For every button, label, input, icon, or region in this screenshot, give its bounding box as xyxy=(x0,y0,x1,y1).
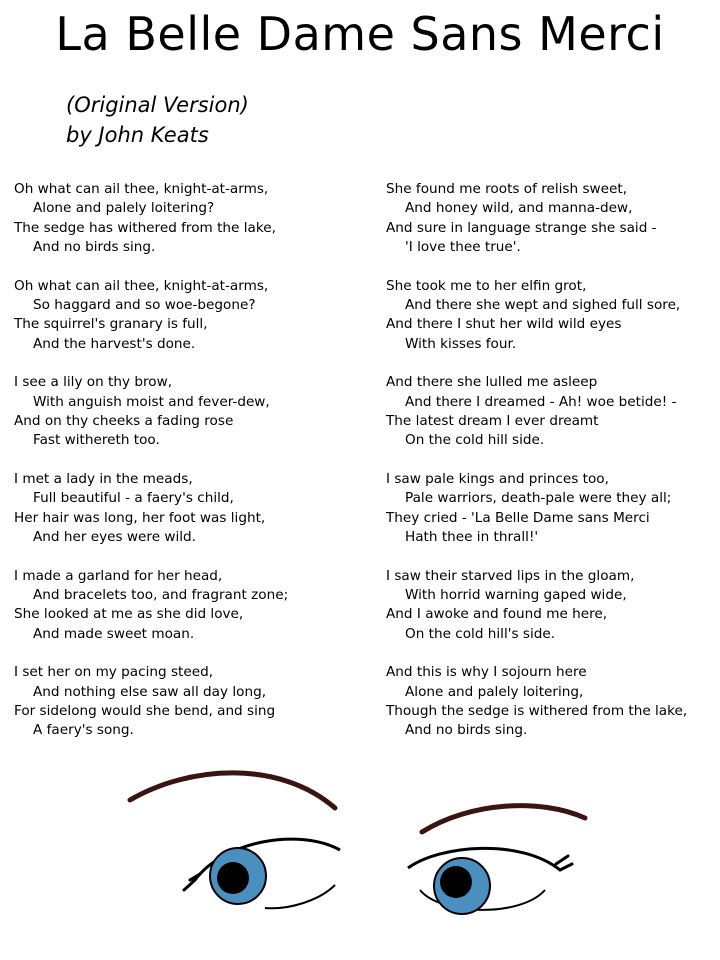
left-pupil xyxy=(217,862,249,894)
poem-line: Oh what can ail thee, knight-at-arms, xyxy=(14,181,269,197)
poem-line: With anguish moist and fever-dew, xyxy=(33,393,270,410)
poem-line: The squirrel's granary is full, xyxy=(14,316,208,333)
poem-line: I see a lily on thy brow, xyxy=(14,374,173,391)
poem-line: And the harvest's done. xyxy=(33,335,196,352)
poem-line: And on thy cheeks a fading rose xyxy=(14,413,234,430)
poem-line: A faery's song. xyxy=(33,722,134,739)
poem-line: Fast withereth too. xyxy=(33,432,160,449)
stanza xyxy=(386,663,720,741)
poem-line: And her eyes were wild. xyxy=(33,529,197,546)
stanza xyxy=(386,470,720,548)
poem-line: Alone and palely loitering? xyxy=(33,200,215,217)
author-line: by John Keats xyxy=(66,123,209,147)
stanza xyxy=(386,277,720,355)
poem-line: Though the sedge is withered from the lake, xyxy=(386,702,688,719)
right-column xyxy=(386,180,720,760)
poem-line: Hath thee in thrall!' xyxy=(405,529,539,546)
left-eyebrow xyxy=(130,773,335,808)
stanza xyxy=(386,567,720,645)
left-eye-lower-lid xyxy=(265,885,335,908)
poem-line: I saw pale kings and princes too, xyxy=(386,470,609,487)
right-pupil xyxy=(440,866,472,898)
poem-line: And made sweet moan. xyxy=(33,625,195,642)
stanza xyxy=(14,373,354,451)
poem-line: With kisses four. xyxy=(405,335,517,352)
left-lashes xyxy=(184,874,200,890)
poem-line: She looked at me as she did love, xyxy=(14,606,244,623)
poem-line: And there I dreamed - Ah! woe betide! - xyxy=(405,393,677,410)
poem-line: The sedge has withered from the lake, xyxy=(14,219,276,236)
poem-line: Oh what can ail thee, knight-at-arms, xyxy=(14,277,269,294)
poem-line: And no birds sing. xyxy=(405,722,528,739)
poem-line: I set her on my pacing steed, xyxy=(14,664,214,681)
stanza xyxy=(14,567,354,645)
poem-line: 'I love thee true'. xyxy=(405,239,521,256)
poem-line: She took me to her elfin grot, xyxy=(386,277,587,294)
poem-line: On the cold hill's side. xyxy=(405,625,556,642)
poem-line: And bracelets too, and fragrant zone; xyxy=(33,586,289,603)
stanza xyxy=(14,663,354,741)
right-eye-upper-lid xyxy=(408,848,560,870)
poem-line: Her hair was long, her foot was light, xyxy=(14,509,266,526)
eyes-illustration xyxy=(0,740,720,960)
poem-line: So haggard and so woe-begone? xyxy=(33,297,256,314)
stanza xyxy=(14,180,354,258)
poem-line: I saw their starved lips in the gloam, xyxy=(386,567,635,584)
poem-line: Pale warriors, death-pale were they all; xyxy=(405,490,672,507)
poem-line: She found me roots of relish sweet, xyxy=(386,181,628,197)
poem-line: And nothing else saw all day long, xyxy=(33,683,267,700)
poem-line: I made a garland for her head, xyxy=(14,567,223,584)
subtitle: (Original Version) xyxy=(66,93,249,117)
poem-line: With horrid warning gaped wide, xyxy=(405,586,627,603)
poem-line: And there she wept and sighed full sore, xyxy=(405,297,681,314)
poem-line: Alone and palely loitering, xyxy=(405,683,584,700)
poem-line: And there she lulled me asleep xyxy=(386,374,598,391)
poem-line: And there I shut her wild wild eyes xyxy=(386,316,622,333)
page-title: La Belle Dame Sans Merci xyxy=(55,7,665,61)
poem-line: And sure in language strange she said - xyxy=(386,219,657,236)
poem-line: The latest dream I ever dreamt xyxy=(386,413,599,430)
stanza xyxy=(386,373,720,451)
poem-line: And I awoke and found me here, xyxy=(386,606,608,623)
poem-line: And honey wild, and manna-dew, xyxy=(405,200,633,217)
right-eye xyxy=(408,848,572,914)
poem-line: For sidelong would she bend, and sing xyxy=(14,702,276,719)
poem-line: I met a lady in the meads, xyxy=(14,470,193,487)
left-eye xyxy=(184,839,340,908)
poem-line: Full beautiful - a faery's child, xyxy=(33,490,234,507)
poem-line: On the cold hill side. xyxy=(405,432,545,449)
stanza xyxy=(386,180,720,258)
poem-line: They cried - 'La Belle Dame sans Merci xyxy=(386,509,650,526)
poem-line: And this is why I sojourn here xyxy=(386,664,587,681)
right-eyebrow xyxy=(422,806,585,832)
stanza xyxy=(14,470,354,548)
poem-line: And no birds sing. xyxy=(33,239,156,256)
stanza xyxy=(14,277,354,355)
left-column xyxy=(14,180,354,760)
